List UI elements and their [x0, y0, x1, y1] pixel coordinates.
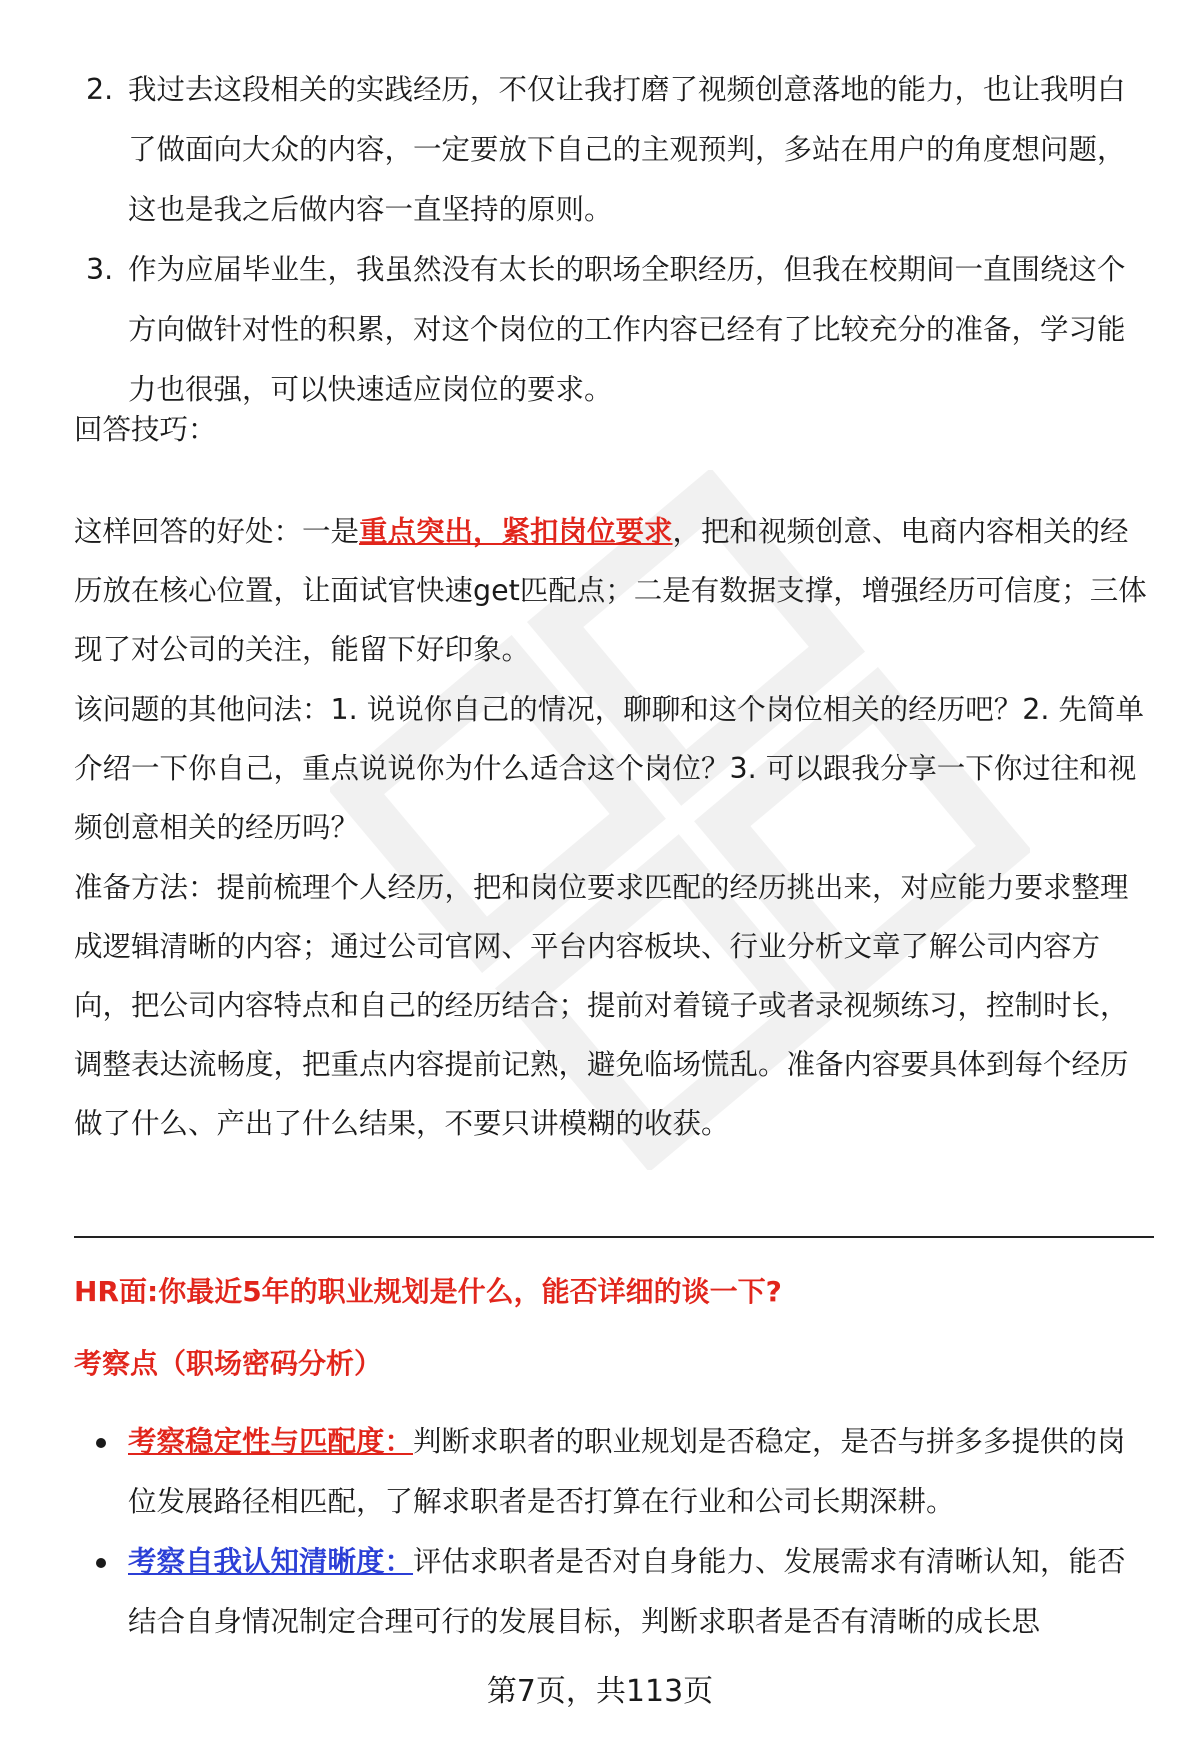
- list-item: [76, 60, 1146, 240]
- bullet-icon: [96, 1558, 106, 1568]
- section-divider: [74, 1236, 1154, 1238]
- benefit-suffix: ，把和视频创意、电商内容相关的经历放在核心位置，让面试官快速get匹配点；二是有数据支撑，增强经历可信度；三体现了对公司的关注，能留下好印象。: [74, 515, 1147, 666]
- exam-points-list: [74, 1412, 1154, 1652]
- bullet-text: 判断求职者的职业规划是否稳定，是否与拼多多提供的岗位发展路径相匹配，了解求职者是否打算在行业和公司长期深耕。: [128, 1425, 1126, 1518]
- list-item-text: 作为应届毕业生，我虽然没有太长的职场全职经历，但我在校期间一直围绕这个方向做针对性的积累，对这个岗位的工作内容已经有了比较充分的准备，学习能力也很强，可以快速适应岗位的要求。: [128, 253, 1126, 406]
- list-item: [74, 1532, 1154, 1652]
- bullet-icon: [96, 1438, 106, 1448]
- list-item-text: 我过去这段相关的实践经历，不仅让我打磨了视频创意落地的能力，也让我明白了做面向大众的内容，一定要放下自己的主观预判，多站在用户的角度想问题，这也是我之后做内容一直坚持的原则。: [128, 73, 1126, 226]
- hr-question-heading: HR面:你最近5年的职业规划是什么，能否详细的谈一下?: [74, 1275, 782, 1308]
- list-item: [76, 240, 1146, 420]
- benefit-highlight: 重点突出，紧扣岗位要求: [359, 515, 673, 548]
- benefit-paragraph: [74, 502, 1154, 679]
- bullet-text: 评估求职者是否对自身能力、发展需求有清晰认知，能否结合自身情况制定合理可行的发展目标，判断求职者是否有清晰的成长思: [128, 1545, 1126, 1638]
- list-number: 2.: [86, 73, 114, 106]
- bullet-label: 考察稳定性与匹配度：: [128, 1425, 414, 1458]
- prep-paragraph: 准备方法：提前梳理个人经历，把和岗位要求匹配的经历挑出来，对应能力要求整理成逻辑清晰的内容；通过公司官网、平台内容板块、行业分析文章了解公司内容方向，把公司内容特点和自己的经历结合；提前对着镜子或者录视频练习，控制时长，调整表达流畅度，把重点内容提前记熟，避免临场慌乱。准备内容要具体到每个经历做了什么、产出了什么结果，不要只讲模糊的收获。: [74, 871, 1129, 1140]
- tips-label: 回答技巧：: [74, 413, 217, 446]
- page-footer: 第7页，共113页: [486, 1674, 714, 1709]
- other-ways-paragraph: 该问题的其他问法：1. 说说你自己的情况，聊聊和这个岗位相关的经历吧？2. 先简单介绍一下你自己，重点说说你为什么适合这个岗位？3. 可以跟我分享一下你过往和视频创意相关的经历吗？: [74, 693, 1145, 844]
- exam-points-heading: 考察点（职场密码分析）: [74, 1347, 383, 1380]
- bullet-label: 考察自我认知清晰度：: [128, 1545, 414, 1578]
- benefit-prefix: 这样回答的好处：一是: [74, 515, 360, 548]
- answer-list: [76, 60, 1146, 420]
- list-number: 3.: [86, 253, 114, 286]
- list-item: [74, 1412, 1154, 1532]
